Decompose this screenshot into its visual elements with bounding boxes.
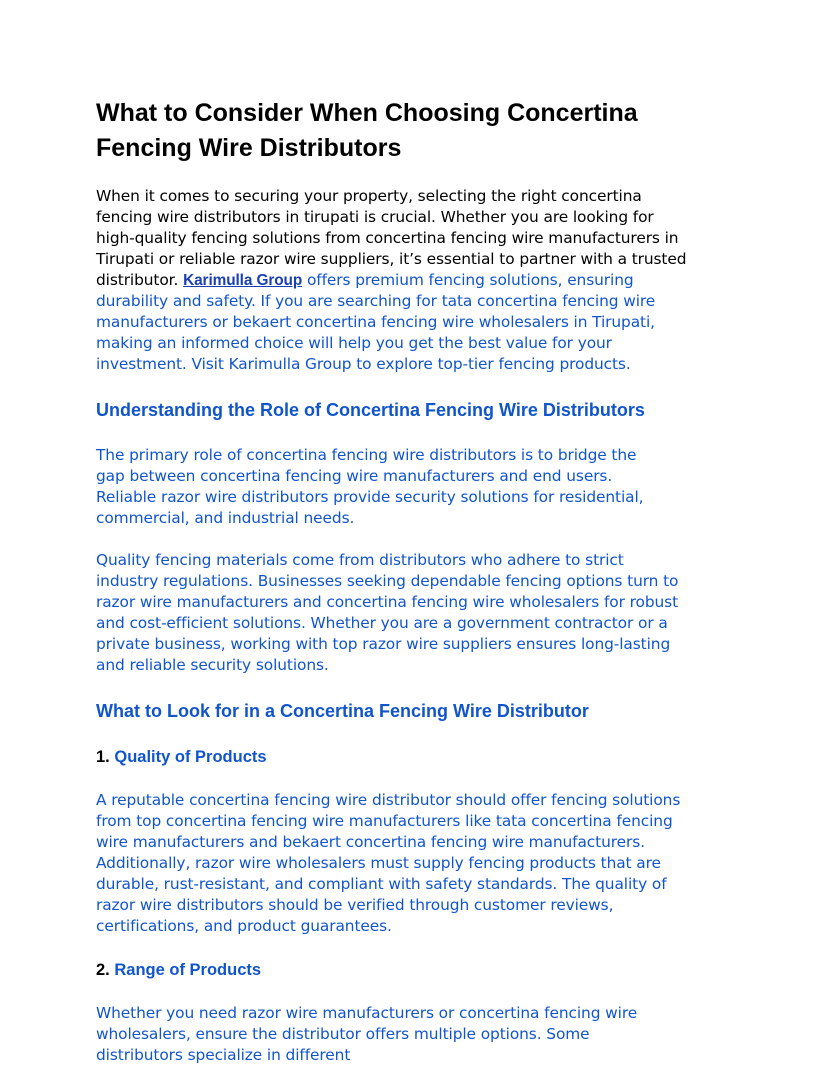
- text-line: commercial, and industrial needs.: [96, 509, 355, 527]
- text-line: durability and safety. If you are searching for tata concertina fencing wire: [96, 292, 656, 310]
- section-heading: Understanding the Role of Concertina Fencing Wire Distributors: [96, 400, 645, 420]
- body-paragraph: [96, 790, 720, 937]
- text-line: wholesalers, ensure the distributor offers multiple options. Some: [96, 1025, 590, 1043]
- text-line: Whether you need razor wire manufacturers or concertina fencing wire: [96, 1004, 638, 1022]
- text-line: distributors specialize in different: [96, 1046, 351, 1064]
- text-line: and reliable security solutions.: [96, 656, 329, 674]
- text-fragment: distributor.: [96, 271, 184, 289]
- text-line: certifications, and product guarantees.: [96, 917, 392, 935]
- text-line: fencing wire distributors in tirupati is crucial. Whether you are looking for: [96, 208, 654, 226]
- text-line: investment. Visit Karimulla Group to explore top-tier fencing products.: [96, 355, 631, 373]
- item-number: 2.: [96, 961, 110, 979]
- text-line: high-quality fencing solutions from concertina fencing wire manufacturers in: [96, 229, 679, 247]
- body-paragraph: [96, 445, 720, 529]
- text-line: and cost-efficient solutions. Whether you are a government contractor or a: [96, 614, 668, 632]
- subsection-heading: [96, 746, 720, 768]
- subsection-heading: [96, 959, 720, 981]
- text-line: When it comes to securing your property, selecting the right concertina: [96, 187, 642, 205]
- text-line: making an informed choice will help you get the best value for your: [96, 334, 612, 352]
- text-line: industry regulations. Businesses seeking dependable fencing options turn to: [96, 572, 679, 590]
- document-page: [96, 96, 720, 1066]
- text-line: Tirupati or reliable razor wire suppliers, it’s essential to partner with a trusted: [96, 250, 687, 268]
- item-title: Range of Products: [114, 961, 262, 979]
- item-title: Quality of Products: [114, 748, 267, 766]
- title-line: Fencing Wire Distributors: [96, 134, 402, 162]
- title-line: What to Consider When Choosing Concertina: [96, 99, 638, 127]
- text-line: wire manufacturers and bekaert concertina fencing wire manufacturers.: [96, 833, 645, 851]
- text-line: from top concertina fencing wire manufacturers like tata concertina fencing: [96, 812, 673, 830]
- body-paragraph: [96, 1003, 720, 1066]
- text-line: The primary role of concertina fencing wire distributors is to bridge the: [96, 446, 637, 464]
- text-line: manufacturers or bekaert concertina fencing wire wholesalers in Tirupati,: [96, 313, 655, 331]
- text-line: private business, working with top razor wire suppliers ensures long-lasting: [96, 635, 671, 653]
- text-line: Reliable razor wire distributors provide security solutions for residential,: [96, 488, 644, 506]
- intro-paragraph: [96, 186, 720, 375]
- item-number: 1.: [96, 748, 110, 766]
- text-line: [96, 270, 720, 291]
- document-title: [96, 96, 720, 166]
- text-line: A reputable concertina fencing wire distributor should offer fencing solutions: [96, 791, 681, 809]
- text-line: razor wire manufacturers and concertina fencing wire wholesalers for robust: [96, 593, 679, 611]
- text-line: Quality fencing materials come from distributors who adhere to strict: [96, 551, 624, 569]
- text-line: Additionally, razor wire wholesalers must supply fencing products that are: [96, 854, 661, 872]
- text-line: razor wire distributors should be verified through customer reviews,: [96, 896, 614, 914]
- section-heading: What to Look for in a Concertina Fencing Wire Distributor: [96, 701, 589, 721]
- body-paragraph: [96, 550, 720, 676]
- text-line: gap between concertina fencing wire manufacturers and end users.: [96, 467, 613, 485]
- karimulla-group-link[interactable]: Karimulla Group: [183, 272, 303, 289]
- text-fragment: offers premium fencing solutions, ensuring: [302, 271, 634, 289]
- text-line: durable, rust-resistant, and compliant with safety standards. The quality of: [96, 875, 667, 893]
